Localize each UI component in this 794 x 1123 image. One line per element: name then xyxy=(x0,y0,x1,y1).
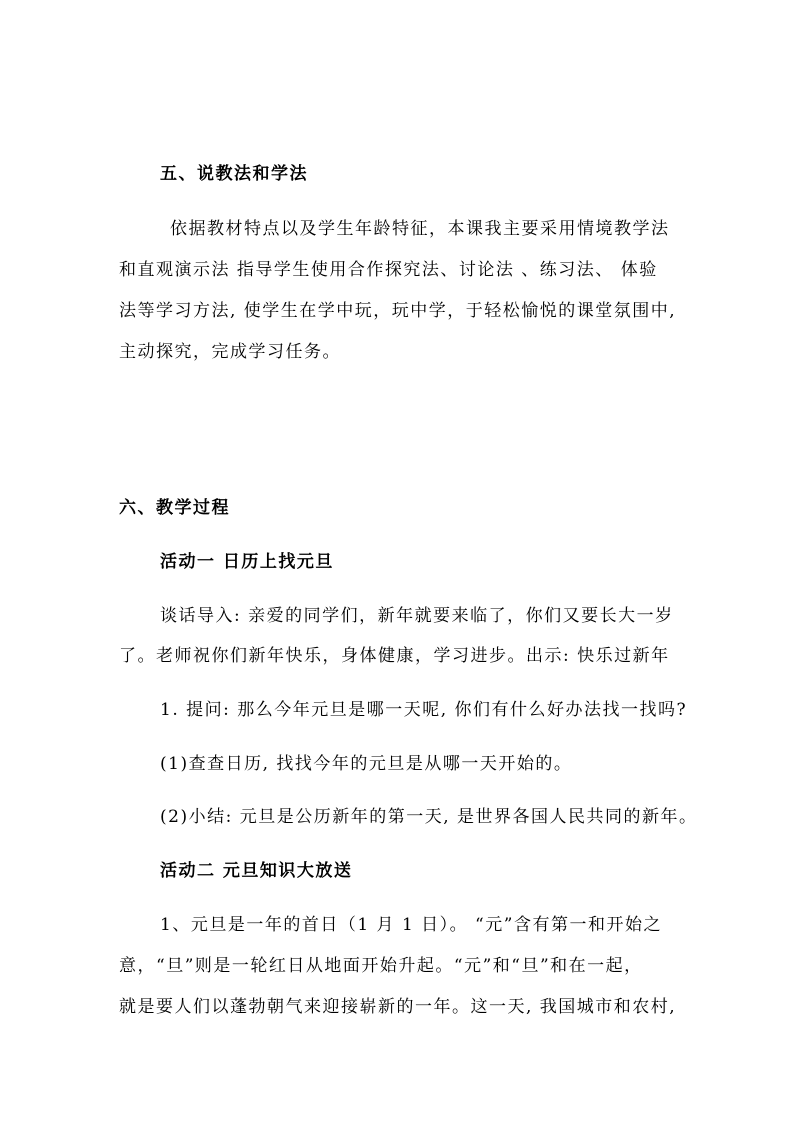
activity-2-line-3: 就是要人们以蓬勃朝气来迎接崭新的一年。这一天, 我国城市和农村, xyxy=(119,997,677,1017)
activity-2-line-2: 意，“旦”则是一轮红日从地面开始升起。“元”和“旦”和在一起， xyxy=(119,956,643,976)
activity-2-line-1: 1、元旦是一年的首日（1 月 1 日）。 “元”含有第一和开始之 xyxy=(160,915,662,935)
section-5-paragraph-line-2: 和直观演示法 指导学生使用合作探究法、讨论法 、练习法、 体验 xyxy=(119,260,658,280)
activity-1-intro-line-1: 谈话导入: 亲爱的同学们，新年就要来临了，你们又要长大一岁 xyxy=(160,606,674,626)
activity-1-sub-item-2: (2)小结: 元旦是公历新年的第一天, 是世界各国人民共同的新年。 xyxy=(160,807,698,827)
section-5-paragraph-line-4: 主动探究，完成学习任务。 xyxy=(119,342,341,362)
activity-2-heading: 活动二 元旦知识大放送 xyxy=(160,861,353,881)
activity-1-heading: 活动一 日历上找元旦 xyxy=(160,552,334,572)
section-5-paragraph-line-1: 依据教材特点以及学生年龄特征，本课我主要采用情境教学法 xyxy=(170,219,670,239)
section-5-paragraph-line-3: 法等学习方法, 使学生在学中玩，玩中学，于轻松愉悦的课堂氛围中, xyxy=(119,301,677,321)
section-5-heading: 五、说教法和学法 xyxy=(160,164,308,184)
activity-1-intro-line-2: 了。老师祝你们新年快乐，身体健康，学习进步。出示: 快乐过新年 xyxy=(119,646,670,666)
activity-1-item-1: 1. 提问: 那么今年元旦是哪一天呢, 你们有什么好办法找一找吗? xyxy=(160,700,688,720)
section-6-heading: 六、教学过程 xyxy=(119,498,230,518)
activity-1-sub-item-1: (1)查查日历, 找找今年的元旦是从哪一天开始的。 xyxy=(160,754,573,774)
